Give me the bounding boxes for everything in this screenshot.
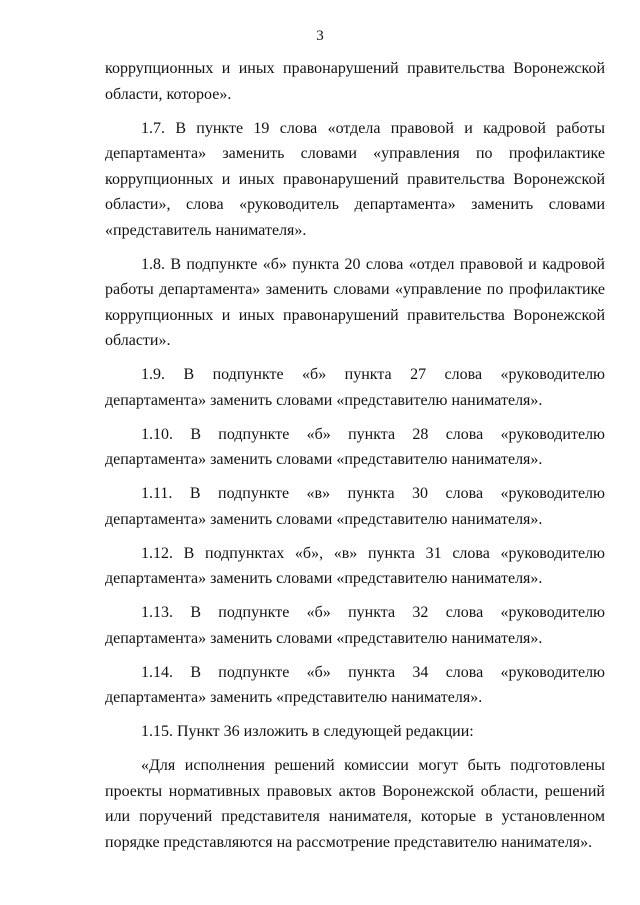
paragraph-continuation: коррупционных и иных правонарушений правительства Воронежской области, которое».: [105, 60, 605, 103]
paragraph-item-1-12: 1.12. В подпунктах «б», «в» пункта 31 слова «руководителю департамента» заменить словами «представителю нанимателя».: [105, 544, 605, 587]
paragraph-item-1-15: 1.15. Пункт 36 изложить в следующей редакции:: [141, 723, 474, 740]
paragraph-quoted-text: «Для исполнения решений комиссии могут быть подготовлены проекты нормативных правовых актов Воронежской области, решений или поручений представителя нанимателя, которые в установленном порядке представляются на рассмотрение представителю нанимателя».: [105, 757, 605, 851]
paragraph-item-1-9: 1.9. В подпункте «б» пункта 27 слова «руководителю департамента» заменить словами «представителю нанимателя».: [105, 366, 605, 409]
paragraph-item-1-11: 1.11. В подпункте «в» пункта 30 слова «руководителю департамента» заменить словами «представителю нанимателя».: [105, 485, 605, 528]
paragraph-item-1-14: 1.14. В подпункте «б» пункта 34 слова «руководителю департамента» заменить «представителю нанимателя».: [105, 663, 605, 706]
paragraph-item-1-7: 1.7. В пункте 19 слова «отдела правовой и кадровой работы департамента» заменить словами «управления по профилактике коррупционных и иных правонарушений правительства Воронежской области», слова «руководитель департамента» заменить словами «представитель нанимателя».: [105, 119, 605, 239]
paragraph-item-1-10: 1.10. В подпункте «б» пункта 28 слова «руководителю департамента» заменить словами «представителю нанимателя».: [105, 425, 605, 468]
page-number: 3: [316, 28, 324, 44]
paragraph-item-1-13: 1.13. В подпункте «б» пункта 32 слова «руководителю департамента» заменить словами «представителю нанимателя».: [105, 604, 605, 647]
paragraph-item-1-8: 1.8. В подпункте «б» пункта 20 слова «отдел правовой и кадровой работы департамента» заменить словами «управление по профилактике коррупционных и иных правонарушений правительства Воронежской области».: [105, 255, 605, 349]
document-body: [105, 56, 605, 855]
